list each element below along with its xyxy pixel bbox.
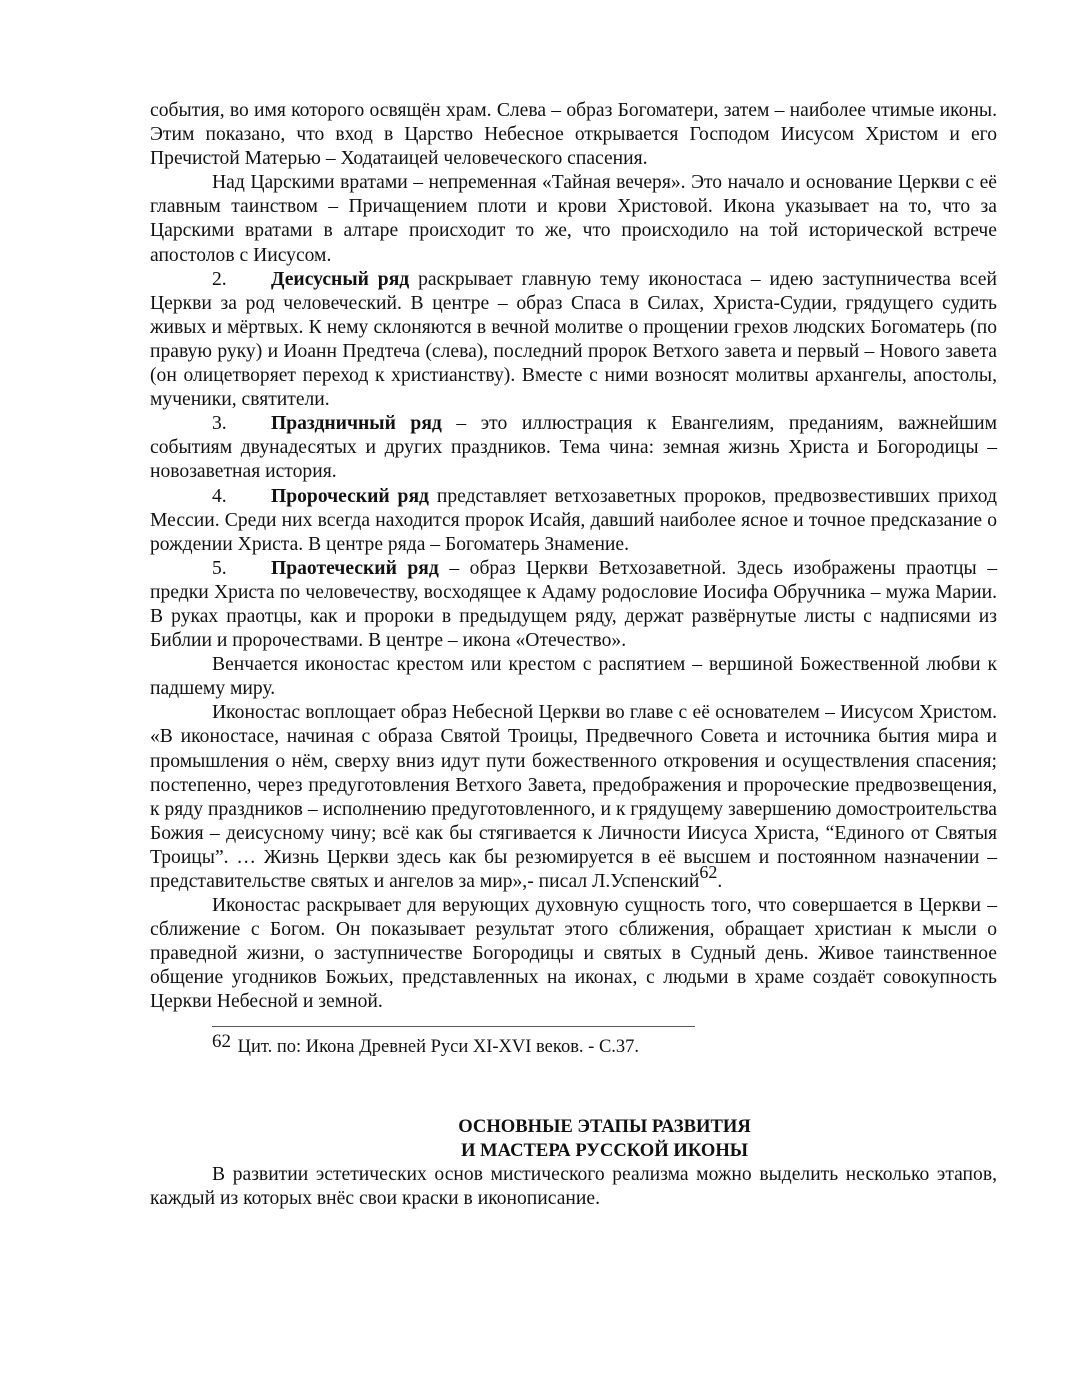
list-term: Пророческий ряд	[271, 485, 429, 507]
list-text: – образ Церкви Ветхозаветной. Здесь изображены праотцы – предки Христа по человечеству, восходящее к Адаму родословие Иосифа Обручника – мужа Марии. В руках праотцы, как и пророки в предыдущем ряду, держат развёрнутые листы с надписями из Библии и пророчествами. В центре – икона «Отечество».	[150, 557, 997, 652]
footnote-text: Цит. по: Икона Древней Руси XI-XVI веков. - С.37.	[233, 1036, 640, 1057]
list-text: раскрывает главную тему иконостаса – идею заступничества всей Церкви за род человеческий. В центре – образ Спаса в Силах, Христа-Судии, грядущего судить живых и мёртвых. К нему склоняются в вечной молитве о прощении грехов людских Богоматерь (по правую руку) и Иоанн Предтеча (слева), последний пророк Ветхого завета и первый – Нового завета (он олицетворяет переход к христианству). Вместе с ними возносят молитвы архангелы, апостолы, мученики, святители.	[150, 268, 997, 411]
list-item-prophets	[150, 485, 997, 557]
list-number: 2.	[212, 268, 227, 290]
paragraph-crown: Венчается иконостас крестом или крестом с распятием – вершиной Божественной любви к падшему миру.	[150, 654, 997, 700]
footnote	[212, 1030, 997, 1059]
document-page	[150, 99, 997, 1211]
paragraph-quote	[150, 701, 997, 894]
list-term: Праздничный ряд	[271, 413, 442, 435]
list-item-forefathers	[150, 557, 997, 653]
footnote-reference[interactable]: 62	[699, 862, 718, 882]
section-heading-line-2: И МАСТЕРА РУССКОЙ ИКОНЫ	[460, 1139, 749, 1161]
paragraph-conclusion: Иконостас раскрывает для верующих духовную сущность того, что совершается в Церкви – сближение с Богом. Он показывает результат этого сближения, обращает христиан к мысли о праведной жизни, о заступничестве Богородицы и святых в Судный день. Живое таинственное общение угодников Божьих, представленных на иконах, с людьми в храме создаёт совокупность Церкви Небесной и земной.	[150, 895, 997, 1013]
list-item-feast	[150, 412, 997, 484]
quote-text: Иконостас воплощает образ Небесной Церкви во главе с её основателем – Иисусом Христом. «В иконостасе, начиная с образа Святой Троицы, Предвечного Совета и источника бытия мира и промышления о нём, сверху вниз идут пути божественного откровения и осуществления спасения; постепенно, через предуготовления Ветхого Завета, предображения и пророческие предвозвещения, к ряду праздников – исполнению предуготовленного, и к грядущему завершению домостроительства Божия – деисусному чину; всё как бы стягивается к Личности Иисуса Христа, “Единого от Святыя Троицы”. … Жизнь Церкви здесь как бы резюмируется в её высшем и постоянном назначении – представительстве святых и ангелов за мир»,- писал Л.Успенский	[150, 702, 997, 892]
section-heading	[150, 1115, 997, 1163]
list-term: Праотеческий ряд	[271, 557, 439, 579]
list-number: 3.	[212, 413, 227, 435]
paragraph-last-supper: Над Царскими вратами – непременная «Тайная вечеря». Это начало и основание Церкви с её главным таинством – Причащением плоти и крови Христовой. Икона указывает на то, что за Царскими вратами в алтаре происходит то же, что происходило на той исторической встрече апостолов с Иисусом.	[150, 172, 997, 266]
list-item-deesis	[150, 268, 997, 413]
list-text: – это иллюстрация к Евангелиям, преданиям, важнейшим событиям двунадесятых и других праздников. Тема чина: земная жизнь Христа и Богородицы – новозаветная история.	[150, 413, 997, 483]
paragraph-intro: события, во имя которого освящён храм. Слева – образ Богоматери, затем – наиболее чтимые иконы. Этим показано, что вход в Царство Небесное открывается Господом Иисусом Христом и его Пречистой Матерью – Ходатаицей человеческого спасения.	[150, 100, 997, 170]
list-number: 4.	[212, 485, 227, 507]
footnote-mark: 62	[212, 1030, 231, 1052]
footnote-divider	[212, 1026, 695, 1027]
section-intro-paragraph: В развитии эстетических основ мистического реализма можно выделить несколько этапов, каждый из которых внёс свои краски в иконописание.	[150, 1163, 997, 1209]
list-text: представляет ветхозаветных пророков, предвозвестивших приход Мессии. Среди них всегда находится пророк Исайя, давший наиболее ясное и точное предсказание о рождении Христа. В центре ряда – Богоматерь Знамение.	[150, 485, 998, 555]
list-number: 5.	[212, 557, 227, 579]
quote-end: .	[717, 871, 723, 892]
list-term: Деисусный ряд	[271, 268, 410, 290]
section-heading-line-1: ОСНОВНЫЕ ЭТАПЫ РАЗВИТИЯ	[458, 1115, 751, 1137]
